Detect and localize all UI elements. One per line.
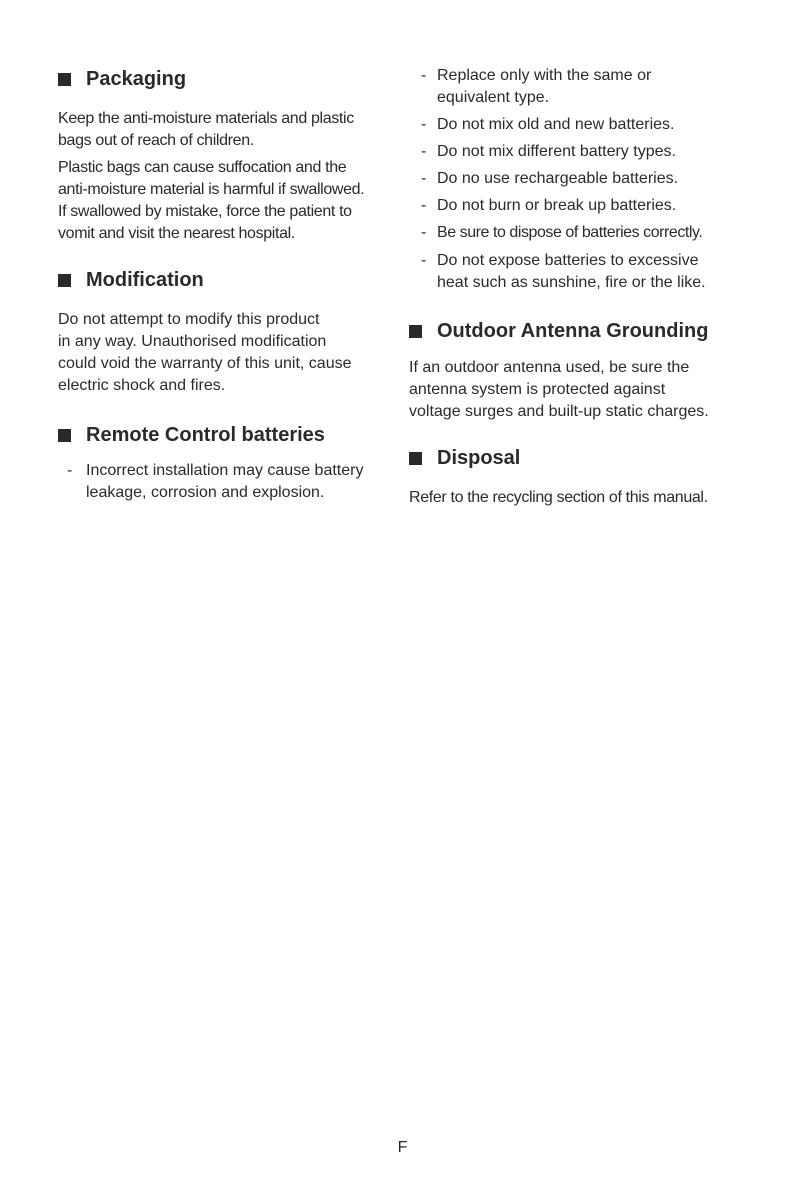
square-bullet-icon (58, 274, 71, 287)
disposal-heading (409, 447, 520, 470)
antenna-title: Outdoor Antenna Grounding (437, 320, 709, 342)
modification-heading (58, 269, 204, 292)
page-label: F (397, 1139, 408, 1156)
square-bullet-icon (409, 452, 422, 465)
antenna-heading (409, 320, 708, 343)
antenna-paragraph: If an outdoor antenna used, be sure the antenna system is protected against voltage surges and built-up static charges. (409, 359, 709, 420)
packaging-paragraph-1: Keep the anti-moisture materials and plastic bags out of reach of children. (58, 110, 354, 149)
modification-paragraph: Do not attempt to modify this product in any way. Unauthorised modification could void the warranty of this unit, cause electric shock and fires. (58, 311, 352, 394)
square-bullet-icon (58, 429, 71, 442)
packaging-heading (58, 68, 186, 91)
remote-control-heading (58, 424, 325, 447)
square-bullet-icon (58, 73, 71, 86)
packaging-title: Packaging (86, 68, 187, 90)
modification-title: Modification (86, 269, 204, 291)
remote-control-title: Remote Control batteries (86, 424, 325, 446)
packaging-paragraph-2: Plastic bags can cause suffocation and the anti-moisture material is harmful if swallowed. If swallowed by mistake, force the patient to vomit and visit the nearest hospital. (58, 159, 365, 242)
disposal-title: Disposal (437, 447, 521, 469)
disposal-paragraph: Refer to the recycling section of this manual. (409, 489, 708, 506)
square-bullet-icon (409, 325, 422, 338)
